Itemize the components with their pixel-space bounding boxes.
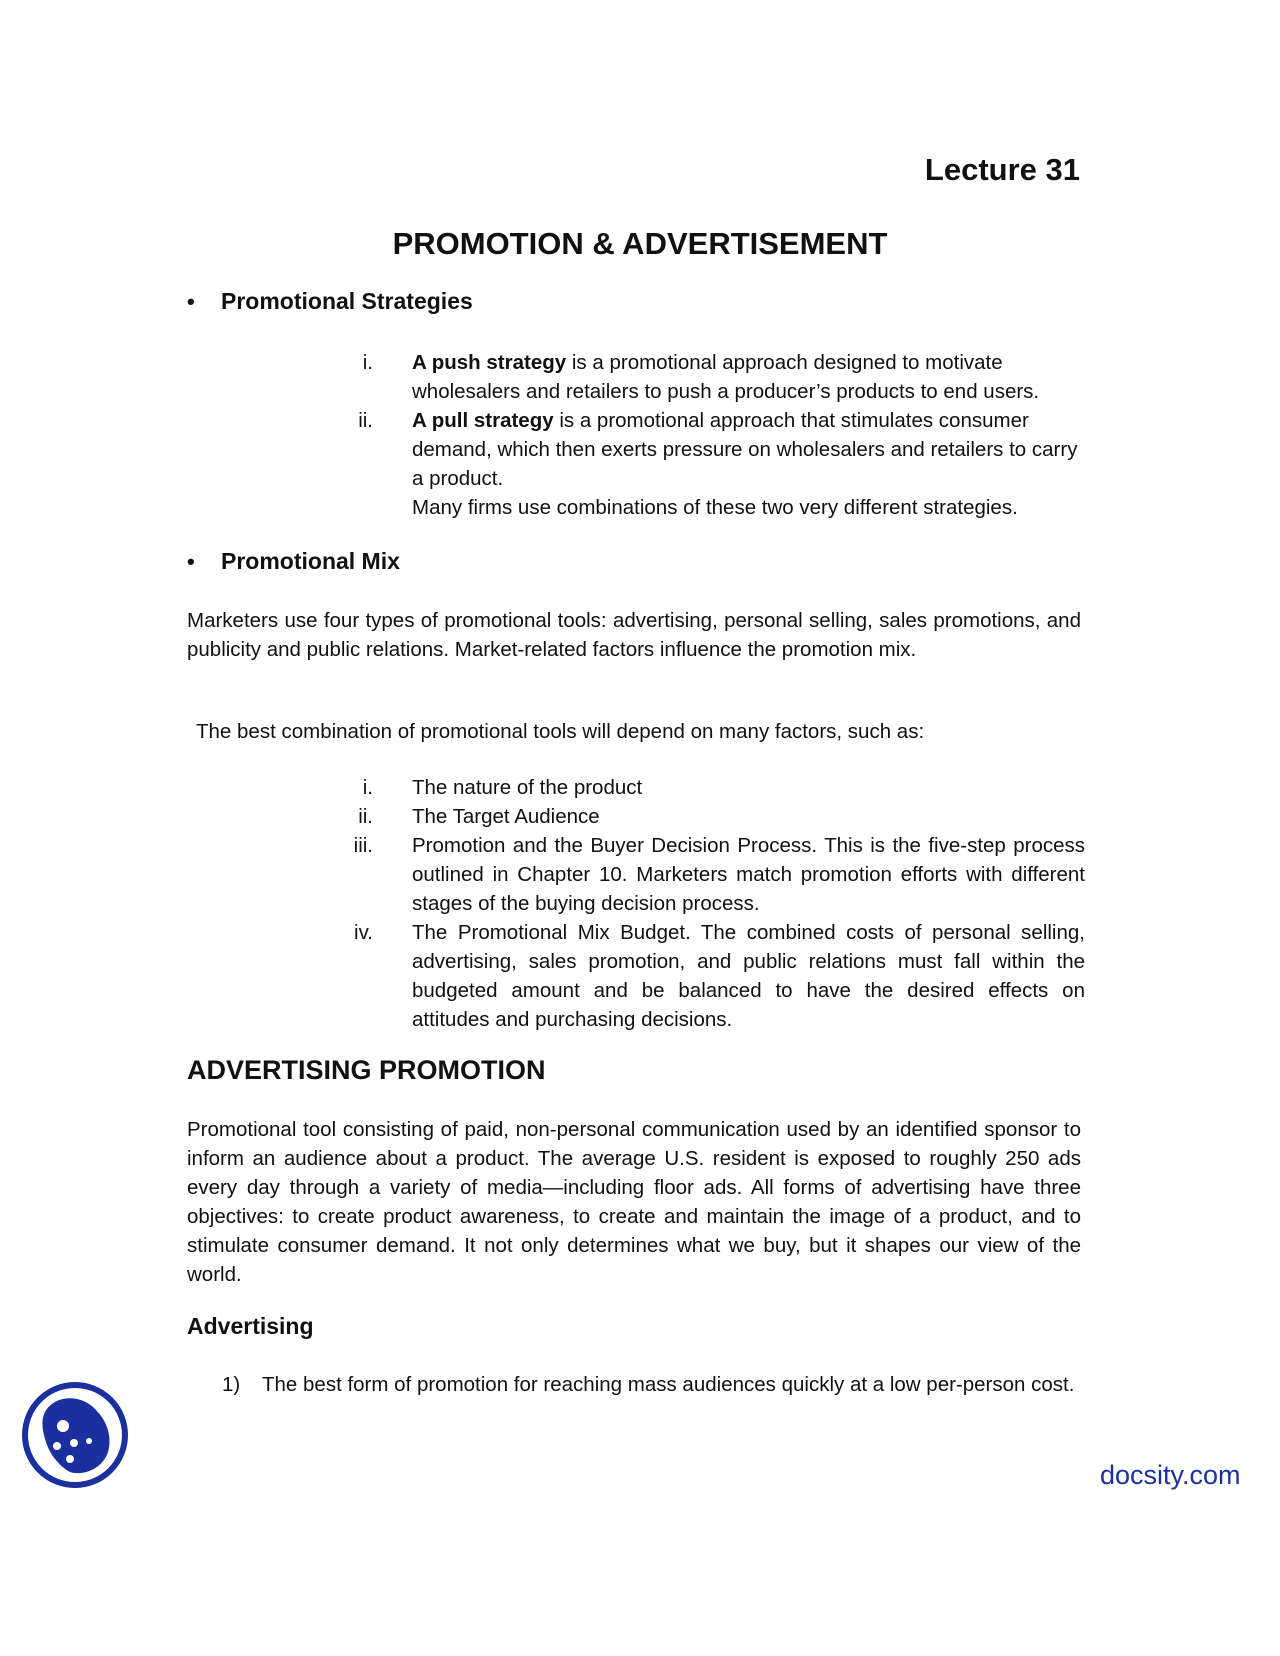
- advertising-promotion-paragraph: Promotional tool consisting of paid, non-personal communication used by an identified sponsor to inform an audience about a product. The average U.S. resident is exposed to roughly 250 ads every day through a variety of media—including floor ads. All forms of advertising have three objectives: to create product awareness, to create and maintain the image of a product, and to stimulate consumer demand. It not only determines what we buy, but it shapes our view of the world.: [187, 1118, 1081, 1286]
- lecture-title: Lecture 31: [924, 152, 1080, 187]
- list-item: [222, 1370, 1084, 1399]
- heading-text: Promotional Strategies: [221, 288, 473, 314]
- bullet-icon: •: [187, 289, 195, 314]
- advertising-list: [222, 1370, 1084, 1399]
- docsity-watermark: docsity.com: [1100, 1460, 1241, 1490]
- list-item: [340, 802, 1085, 831]
- factors-intro: The best combination of promotional tools will depend on many factors, such as:: [196, 720, 925, 743]
- item-number: iv.: [354, 921, 373, 944]
- list-item: [340, 406, 1080, 493]
- list-item: [340, 348, 1080, 406]
- promotional-mix-paragraph: Marketers use four types of promotional tools: advertising, personal selling, sales promotions, and publicity and public relations. Market-related factors influence the promotion mix.: [187, 609, 1081, 661]
- item-number: i.: [362, 776, 373, 799]
- item-number: ii.: [358, 409, 373, 432]
- item-text: The best form of promotion for reaching mass audiences quickly at a low per-person cost.: [262, 1373, 1075, 1396]
- definition: is a promotional approach designed to motivate wholesalers and retailers to push a producer’s products to end users.: [412, 351, 1040, 403]
- promotional-strategies-heading: [187, 288, 473, 315]
- advertising-heading: Advertising: [187, 1313, 314, 1339]
- item-number: i.: [362, 351, 373, 374]
- item-number: iii.: [353, 834, 373, 857]
- list-item: [340, 831, 1085, 918]
- page-title: PROMOTION & ADVERTISEMENT: [392, 226, 888, 261]
- bullet-icon: •: [187, 549, 195, 574]
- term: A push strategy: [412, 351, 567, 374]
- term: A pull strategy: [412, 409, 554, 432]
- item-number: 1): [222, 1373, 241, 1396]
- item-text: The Promotional Mix Budget. The combined costs of personal selling, advertising, sales promotion, and public relations must fall within the budgeted amount and be balanced to have the desired effects on attitudes and purchasing decisions.: [412, 921, 1085, 1031]
- strategies-note: Many firms use combinations of these two very different strategies.: [412, 496, 1018, 519]
- heading-text: Promotional Mix: [221, 548, 400, 574]
- advertising-promotion-heading: ADVERTISING PROMOTION: [187, 1055, 546, 1085]
- item-text: The Target Audience: [412, 805, 600, 828]
- docsity-logo-icon: [20, 1380, 130, 1490]
- item-number: ii.: [358, 805, 373, 828]
- list-item: [340, 918, 1085, 1034]
- definition: is a promotional approach that stimulates consumer demand, which then exerts pressure on wholesalers and retailers to carry a product.: [412, 409, 1078, 490]
- item-text: The nature of the product: [412, 776, 643, 799]
- factors-list: [340, 773, 1085, 1034]
- promotional-mix-heading: [187, 548, 400, 575]
- strategies-list: [340, 348, 1080, 522]
- item-text: Promotion and the Buyer Decision Process. This is the five-step process outlined in Chapter 10. Marketers match promotion efforts with different stages of the buying decision process.: [412, 834, 1085, 915]
- list-item: [340, 773, 1085, 802]
